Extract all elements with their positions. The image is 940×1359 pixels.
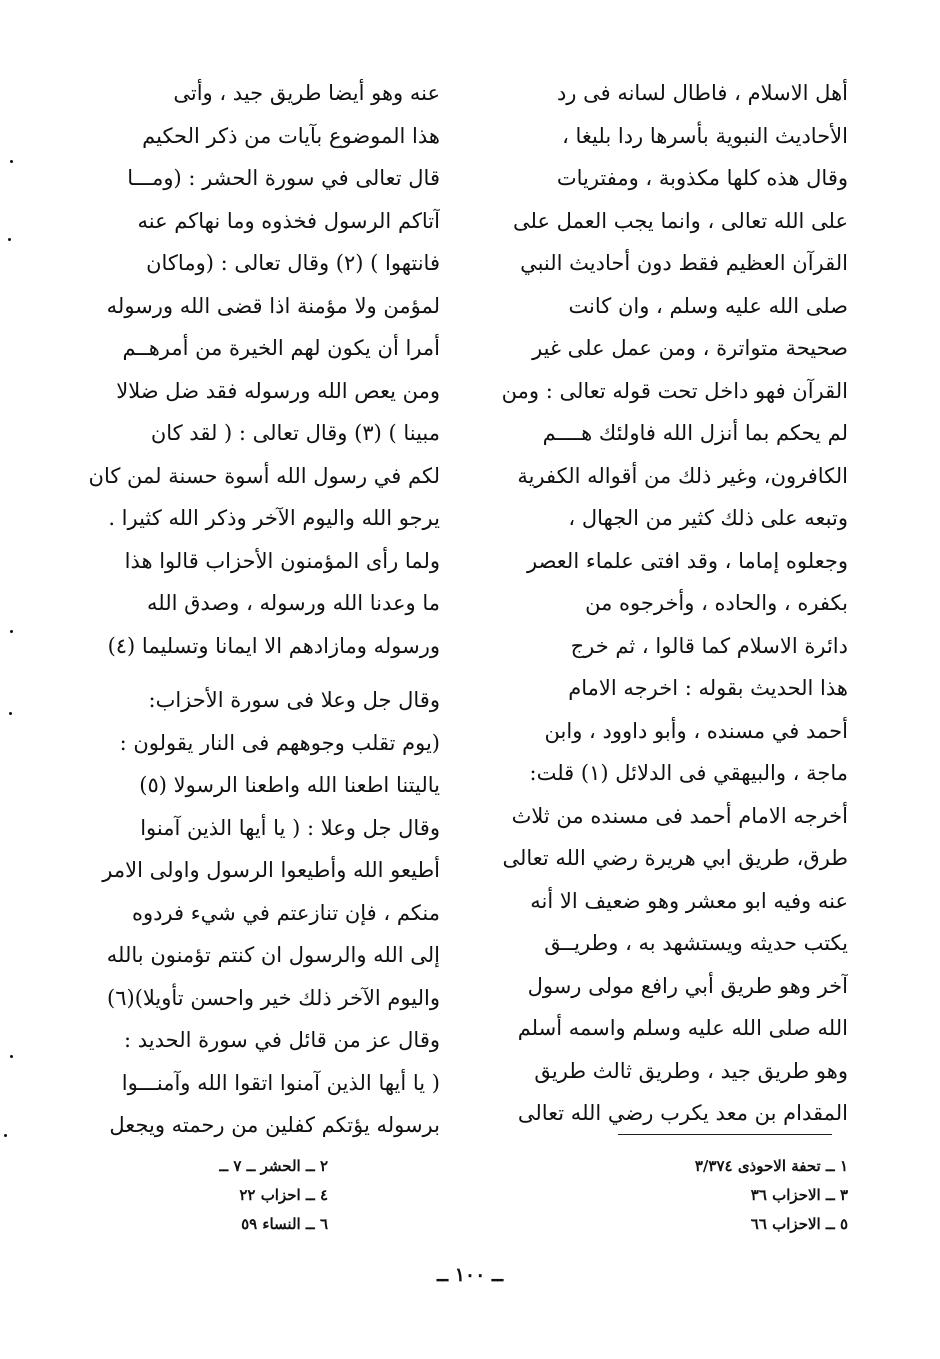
text-line: الكافرون، وغير ذلك من أقواله الكفرية: [517, 463, 848, 488]
text-line: لم يحكم بما أنزل الله فاولئك هــــم: [542, 421, 848, 445]
text-line: القرآن العظيم فقط دون أحاديث النبي: [520, 251, 848, 275]
text-column-left: [80, 72, 440, 1147]
text-line: أحمد في مسنده ، وأبو داوود ، وابن: [544, 718, 848, 743]
footnote: ٤ ــ احزاب ٢٢: [239, 1186, 328, 1204]
text-line: وجعلوه إماما ، وقد افتى علماء العصر: [527, 548, 848, 573]
text-line: مبينا ) (٣) وقال تعالى : ( لقد كان: [150, 421, 440, 445]
text-line: أمرا أن يكون لهم الخيرة من أمرهــم: [122, 336, 440, 360]
text-line: يرجو الله واليوم الآخر وذكر الله كثيرا .: [108, 506, 440, 530]
paragraph-gap: [80, 667, 440, 679]
text-line: ما وعدنا الله ورسوله ، وصدق الله: [147, 591, 440, 615]
text-line: وقال هذه كلها مكذوبة ، ومفتريات: [556, 166, 848, 190]
text-line: طرق، طريق ابي هريرة رضي الله تعالى: [502, 846, 848, 870]
text-line: منكم ، فإن تنازعتم في شيء فردوه: [131, 900, 440, 925]
text-line: الله صلى الله عليه وسلم واسمه أسلم: [517, 1016, 848, 1040]
text-line: هذا الموضوع بآيات من ذكر الحكيم: [142, 123, 440, 148]
footnote-divider: [618, 1134, 832, 1135]
text-line: أخرجه الامام أحمد فى مسنده من ثلاث: [511, 803, 848, 828]
text-line: القرآن فهو داخل تحت قوله تعالى : ومن: [501, 378, 848, 403]
scan-speck: [10, 1055, 13, 1058]
footnotes-right: [588, 1152, 848, 1239]
text-line: لكم في رسول الله أسوة حسنة لمن كان: [88, 463, 440, 488]
text-line: ولما رأى المؤمنون الأحزاب قالوا هذا: [124, 548, 440, 573]
text-column-right: [498, 72, 848, 1135]
scan-speck: [10, 160, 13, 163]
text-line: وقال جل وعلا : ( يا أيها الذين آمنوا: [140, 815, 440, 840]
text-line: وقال جل وعلا فى سورة الأحزاب:: [148, 688, 440, 712]
text-line: دائرة الاسلام كما قالوا ، ثم خرج: [570, 633, 848, 658]
text-line: فانتهوا ) (٢) وقال تعالى : (وماكان: [146, 251, 440, 275]
footnote: ٢ ــ الحشر ــ ٧ ــ: [219, 1157, 328, 1175]
text-line: (يوم تقلب وجوههم فى النار يقولون :: [119, 730, 440, 755]
text-line: أطيعو الله وأطيعوا الرسول واولى الامر: [102, 858, 440, 882]
scan-speck: [4, 1134, 7, 1137]
text-line: صحيحة متواترة ، ومن عمل على غير: [532, 336, 848, 360]
text-line: هذا الحديث بقوله : اخرجه الامام: [568, 676, 848, 700]
scan-speck: [9, 712, 12, 715]
text-line: إلى الله والرسول ان كنتم تؤمنون بالله: [106, 943, 440, 967]
text-line: ياليتنا اطعنا الله واطعنا الرسولا (٥): [139, 773, 440, 797]
text-line: وهو طريق جيد ، وطريق ثالث طريق: [534, 1058, 848, 1083]
text-line: ورسوله ومازادهم الا ايمانا وتسليما (٤): [107, 633, 440, 658]
text-line: برسوله يؤتكم كفلين من رحمته ويجعل: [109, 1113, 440, 1137]
footnote: ٦ ــ النساء ٥٩: [241, 1215, 328, 1233]
footnote: ٣ ــ الاحزاب ٣٦: [750, 1186, 848, 1204]
text-line: ( يا أيها الذين آمنوا اتقوا الله وآمنـــوا: [121, 1070, 440, 1095]
footnote: ٥ ــ الاحزاب ٦٦: [750, 1215, 848, 1233]
text-line: ومن يعص الله ورسوله فقد ضل ضلالا: [116, 378, 440, 403]
text-line: آخر وهو طريق أبي رافع مولى رسول: [527, 973, 848, 998]
text-line: الأحاديث النبوية بأسرها ردا بليغا ،: [562, 123, 848, 148]
text-line: واليوم الآخر ذلك خير واحسن تأويلا)(٦): [107, 985, 440, 1010]
scan-speck: [8, 238, 11, 241]
text-line: صلى الله عليه وسلم ، وان كانت: [568, 293, 848, 318]
footnote: ١ ــ تحفة الاحوذى ٣/٣٧٤: [694, 1157, 848, 1175]
text-line: المقدام بن معد يكرب رضي الله تعالى: [517, 1101, 848, 1125]
text-line: قال تعالى في سورة الحشر : (ومـــا: [127, 166, 440, 190]
text-line: لمؤمن ولا مؤمنة اذا قضى الله ورسوله: [106, 293, 440, 318]
text-line: أهل الاسلام ، فاطال لسانه فى رد: [556, 81, 848, 105]
text-line: عنه وهو أيضا طريق جيد ، وأتى: [173, 81, 440, 105]
text-line: ماجة ، والبيهقي فى الدلائل (١) قلت:: [529, 761, 848, 785]
text-line: عنه وفيه ابو معشر وهو ضعيف الا أنه: [530, 888, 848, 913]
text-line: وتبعه على ذلك كثير من الجهال ،: [568, 506, 848, 530]
footnotes-left: [148, 1152, 328, 1239]
page-number: ــ ١٠٠ ــ: [436, 1264, 504, 1286]
text-line: آتاكم الرسول فخذوه وما نهاكم عنه: [137, 208, 440, 233]
scan-speck: [10, 630, 13, 633]
text-line: على الله تعالى ، وانما يجب العمل على: [513, 208, 848, 233]
text-line: وقال عز من قائل في سورة الحديد :: [124, 1028, 440, 1052]
text-line: بكفره ، والحاده ، وأخرجوه من: [585, 591, 848, 615]
text-line: يكتب حديثه ويستشهد به ، وطريــق: [544, 931, 848, 955]
